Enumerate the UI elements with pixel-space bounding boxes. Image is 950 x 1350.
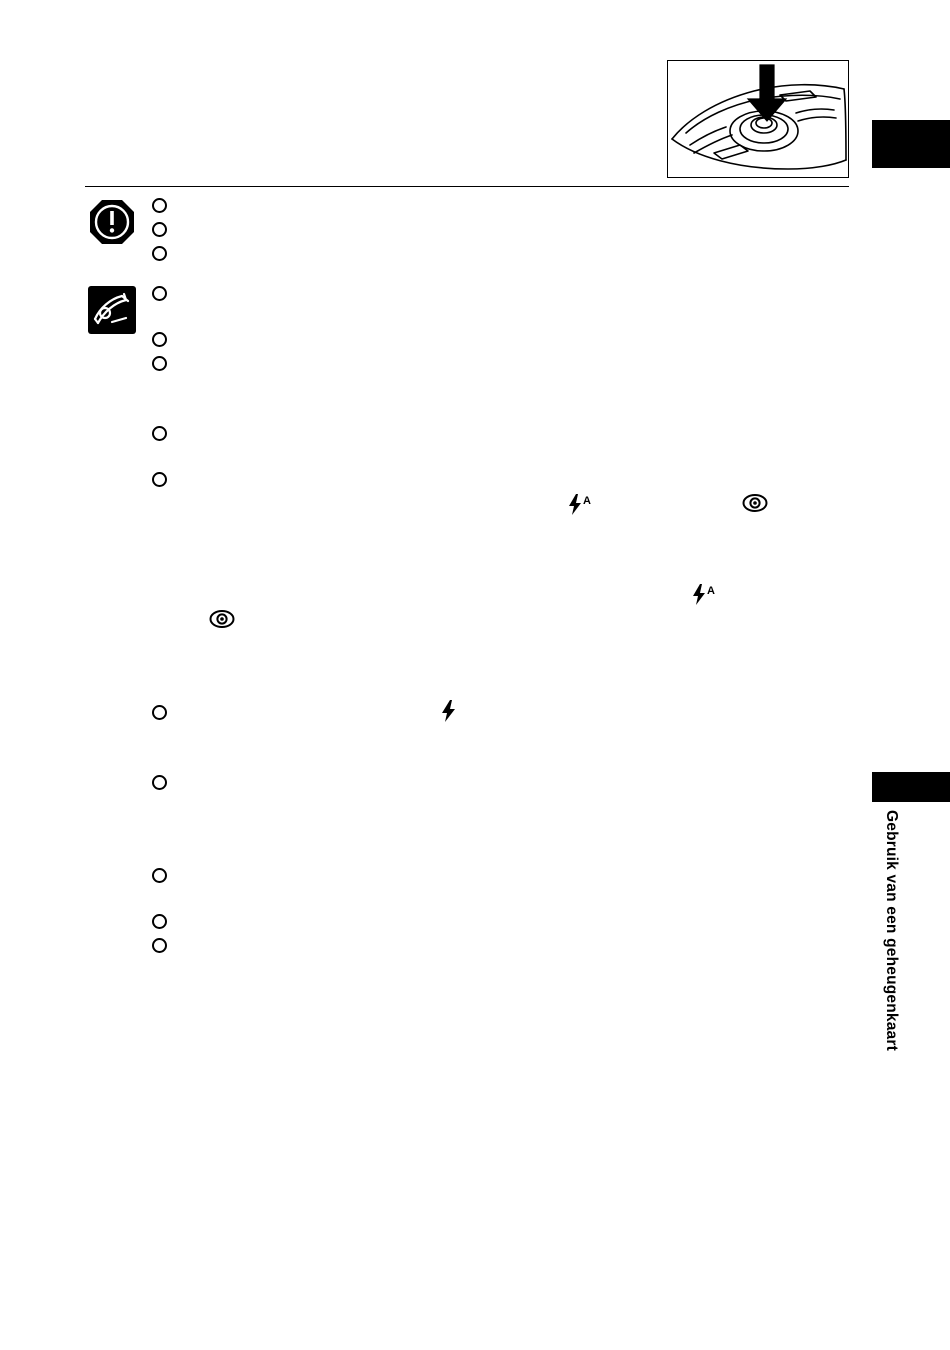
red-eye-reduction-icon	[742, 492, 768, 518]
section-divider	[85, 186, 849, 187]
svg-text:A: A	[583, 495, 591, 507]
list-item-bullet	[152, 286, 167, 301]
list-item-bullet	[152, 198, 167, 213]
list-item-bullet	[152, 472, 167, 487]
red-eye-reduction-icon	[209, 608, 235, 634]
list-item-bullet	[152, 705, 167, 720]
exclamation-octagon-icon	[88, 198, 136, 246]
svg-text:A: A	[707, 585, 715, 597]
flash-auto-icon	[566, 492, 592, 518]
section-running-head: Gebruik van een geheugenkaart	[883, 810, 900, 1051]
flash-auto-icon	[690, 582, 716, 608]
camera-shutter-button-press-diagram	[667, 60, 849, 178]
list-item-bullet	[152, 868, 167, 883]
list-item-bullet	[152, 332, 167, 347]
pencil-memo-icon	[88, 286, 136, 334]
list-item-bullet	[152, 775, 167, 790]
flash-on-icon	[439, 698, 465, 724]
list-item-bullet	[152, 426, 167, 441]
list-item-bullet	[152, 938, 167, 953]
list-item-bullet	[152, 356, 167, 371]
list-item-bullet	[152, 246, 167, 261]
page-thumb-tab-top	[872, 120, 950, 168]
list-item-bullet	[152, 222, 167, 237]
list-item-bullet	[152, 914, 167, 929]
page-thumb-tab-bottom	[872, 772, 950, 802]
